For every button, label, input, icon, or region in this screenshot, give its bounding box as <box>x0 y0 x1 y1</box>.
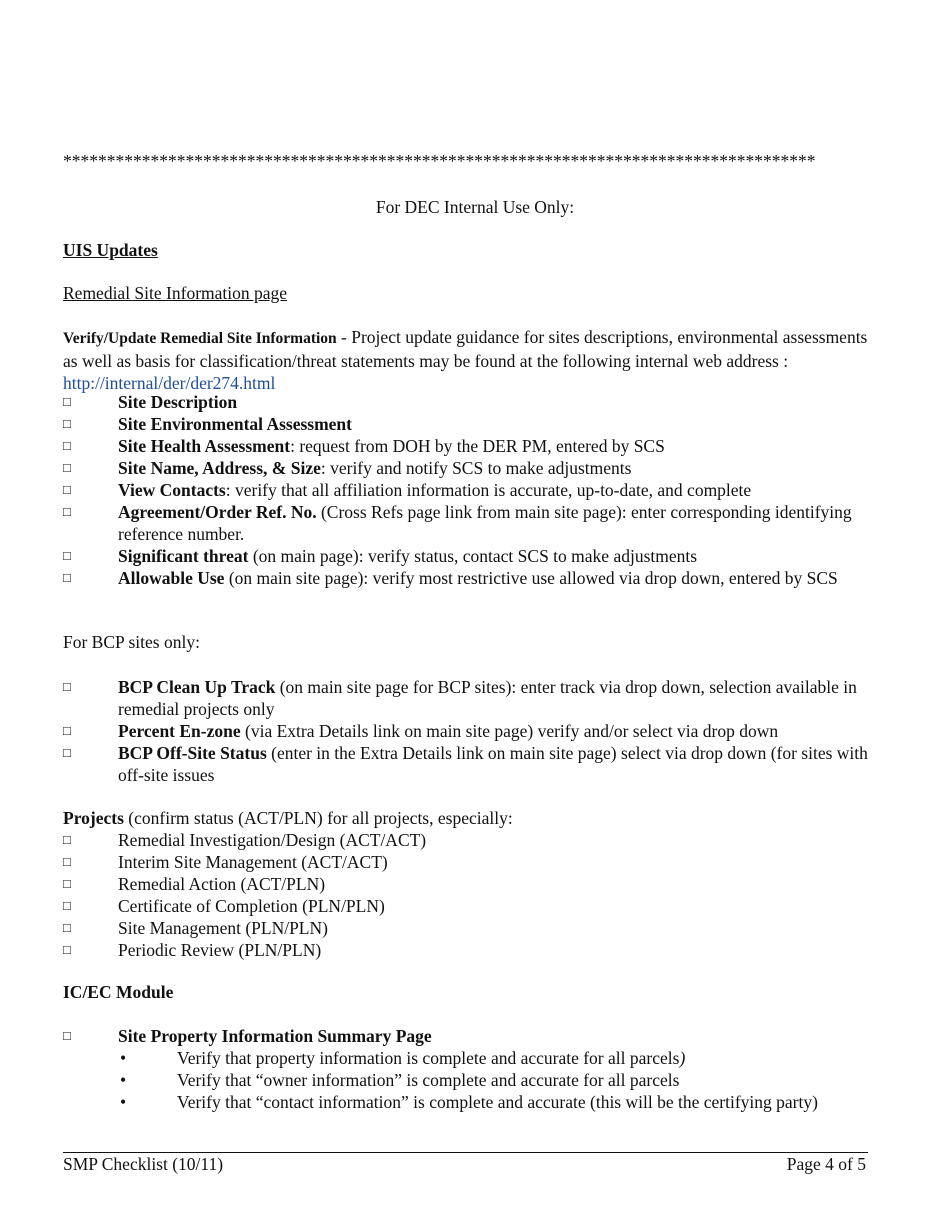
item-label: Site Health Assessment <box>118 436 291 456</box>
uis-updates-heading: UIS Updates <box>63 240 158 260</box>
checklist-item: □ Site Management (PLN/PLN) <box>63 918 328 938</box>
checklist-item: □ Allowable Use (on main site page): verify most restrictive use allowed via drop down, entered by SCS <box>63 568 838 588</box>
checklist-item <box>63 1025 868 1047</box>
bullet-icon: • <box>120 1070 127 1090</box>
projects-checklist <box>63 829 868 961</box>
checklist-item: □ View Contacts: verify that all affiliation information is accurate, up-to-date, and complete <box>63 480 752 500</box>
checklist-item: □ Certificate of Completion (PLN/PLN) <box>63 896 385 916</box>
footer-page-number: Page 4 of 5 <box>786 1154 866 1174</box>
checklist-item: □ Site Name, Address, & Size: verify and notify SCS to make adjustments <box>63 458 632 478</box>
projects-label: Projects <box>63 808 124 828</box>
item-label: Site Name, Address, & Size <box>118 458 321 478</box>
checkbox[interactable]: □ <box>63 1028 71 1043</box>
item-label: Percent En-zone <box>118 721 241 741</box>
remedial-page-heading: Remedial Site Information page <box>63 283 288 303</box>
checkbox[interactable]: □ <box>63 504 71 519</box>
item-label: Allowable Use <box>118 568 225 588</box>
checkbox[interactable]: □ <box>63 548 71 563</box>
item-label: Site Property Information Summary Page <box>118 1026 432 1046</box>
checklist-item: □ Remedial Investigation/Design (ACT/ACT) <box>63 830 427 850</box>
checklist-item <box>63 391 868 413</box>
item-label: BCP Clean Up Track <box>118 677 276 697</box>
bullet-item: • Verify that property information is complete and accurate for all parcels) <box>120 1048 686 1068</box>
bullet-item: • Verify that “contact information” is complete and accurate (this will be the certifying party) <box>120 1092 818 1112</box>
checklist-item: □ BCP Clean Up Track (on main site page for BCP sites): enter track via drop down, selection available in remedial projects only <box>63 677 857 719</box>
checklist-item: □ Periodic Review (PLN/PLN) <box>63 940 322 960</box>
icec-checklist <box>63 1025 868 1113</box>
checklist-item: □ Remedial Action (ACT/PLN) <box>63 874 326 894</box>
item-label: View Contacts <box>118 480 226 500</box>
checklist-item: □ Agreement/Order Ref. No. (Cross Refs page link from main site page): enter corresponding identifying reference number. <box>63 502 852 544</box>
checkbox[interactable]: □ <box>63 920 71 935</box>
bullet-icon: • <box>120 1048 127 1068</box>
projects-intro: Projects (confirm status (ACT/PLN) for all projects, especially: <box>63 808 513 828</box>
checkbox[interactable]: □ <box>63 942 71 957</box>
checkbox[interactable]: □ <box>63 438 71 453</box>
checkbox[interactable]: □ <box>63 460 71 475</box>
checklist-item: □ Significant threat (on main page): verify status, contact SCS to make adjustments <box>63 546 698 566</box>
checklist-item: □ Site Health Assessment: request from DOH by the DER PM, entered by SCS <box>63 436 665 456</box>
checkbox[interactable]: □ <box>63 745 71 760</box>
separator-line: ************************************************************************************** <box>63 151 816 171</box>
bullet-item: • Verify that “owner information” is complete and accurate for all parcels <box>120 1070 680 1090</box>
checkbox[interactable]: □ <box>63 416 71 431</box>
checklist-item: □ Percent En-zone (via Extra Details link on main site page) verify and/or select via drop down <box>63 721 779 741</box>
verify-intro-text: - Project update guidance for sites descriptions, environmental assessments as well as basis for classification/threat statements may be found at the following internal web address : <box>63 327 868 371</box>
internal-use-title: For DEC Internal Use Only: <box>375 197 575 217</box>
checklist-item: □ Interim Site Management (ACT/ACT) <box>63 852 388 872</box>
verify-intro-bold: Verify/Update Remedial Site Information <box>63 330 337 347</box>
bcp-checklist <box>63 676 868 786</box>
checkbox[interactable]: □ <box>63 723 71 738</box>
item-label: Site Description <box>118 392 238 412</box>
verify-intro-paragraph <box>63 326 868 394</box>
checkbox[interactable]: □ <box>63 394 71 409</box>
bullet-icon: • <box>120 1092 127 1112</box>
item-label: Agreement/Order Ref. No. <box>118 502 317 522</box>
checklist-item <box>63 413 868 435</box>
footer-doc-title: SMP Checklist (10/11) <box>63 1154 224 1174</box>
checklist-item: □ BCP Off-Site Status (enter in the Extra Details link on main site page) select via drop down (for sites with off-site issues <box>63 743 868 785</box>
checkbox[interactable]: □ <box>63 570 71 585</box>
checkbox[interactable]: □ <box>63 876 71 891</box>
checkbox[interactable]: □ <box>63 679 71 694</box>
remedial-checklist <box>63 391 868 589</box>
checkbox[interactable]: □ <box>63 832 71 847</box>
checkbox[interactable]: □ <box>63 898 71 913</box>
item-label: Significant threat <box>118 546 249 566</box>
internal-web-link[interactable]: http://internal/der/der274.html <box>63 373 276 393</box>
bcp-intro: For BCP sites only: <box>63 632 200 652</box>
checkbox[interactable]: □ <box>63 482 71 497</box>
icec-heading: IC/EC Module <box>63 982 174 1002</box>
item-label: BCP Off-Site Status <box>118 743 267 763</box>
item-label: Site Environmental Assessment <box>118 414 352 434</box>
checkbox[interactable]: □ <box>63 854 71 869</box>
